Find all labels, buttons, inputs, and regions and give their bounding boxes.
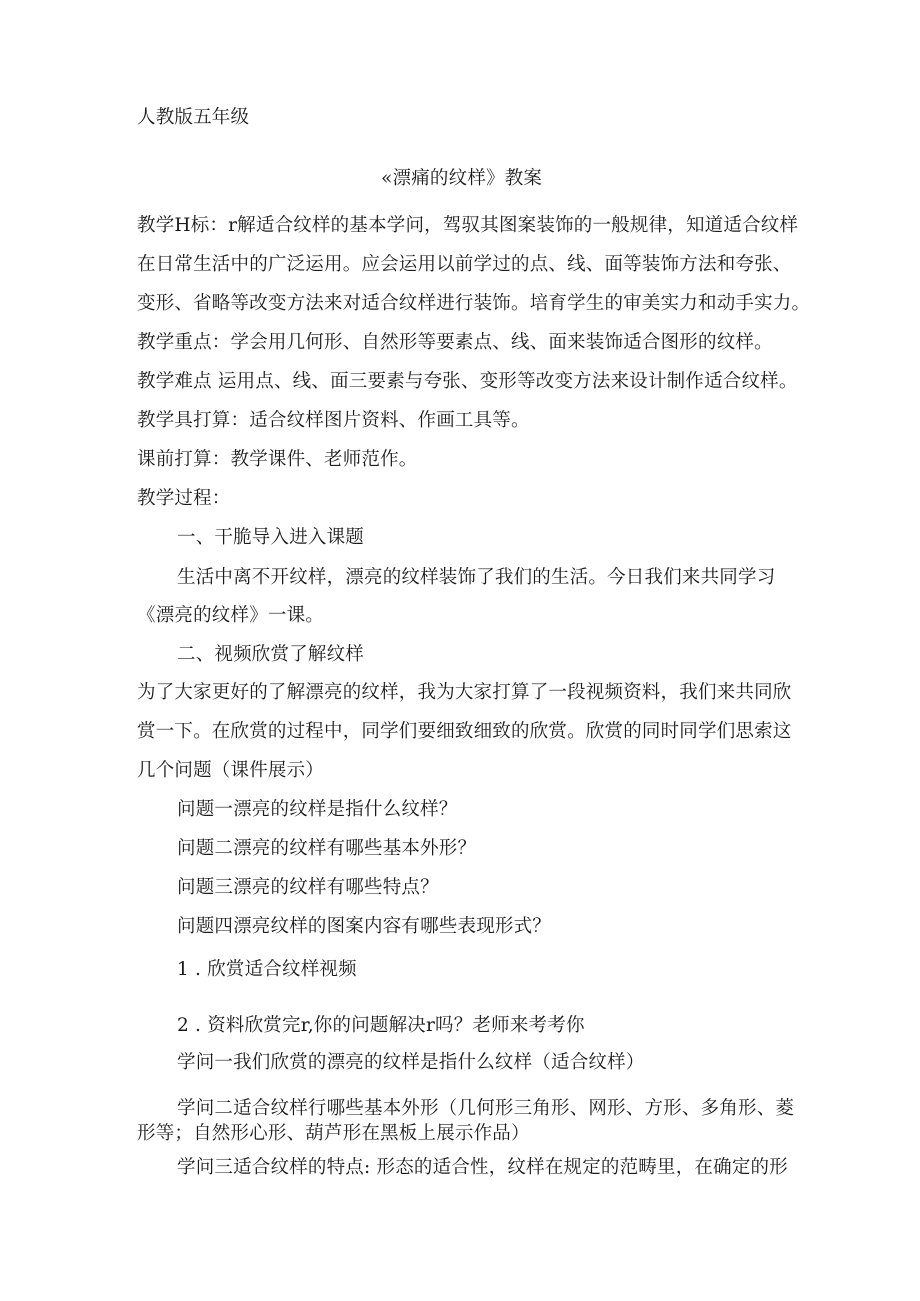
teaching-process-heading: 教学过程： — [137, 488, 231, 509]
section-1-line-1: 生活中离不开纹样，漂亮的纹样装饰了我们的生活。今日我们来共同学习 — [177, 567, 776, 588]
grade-header: 人教版五年级 — [137, 107, 250, 128]
question-2: 问题二漂亮的纹样有哪些基本外形？ — [177, 838, 477, 859]
question-3: 问题三漂亮的纹样有哪些特点？ — [177, 877, 439, 898]
knowledge-3-line-1: 学问三适合纹样的特点: 形态的适合性，纹样在规定的范畴里，在确定的形 — [177, 1157, 788, 1178]
knowledge-2-line-2: 形等；自然形心形、葫芦形在黑板上展示作品） — [137, 1123, 530, 1144]
document-title: «漂痛的纹样》教案 — [381, 168, 543, 189]
teaching-key-point: 教学重点：学会用几何形、自然形等要素点、线、面来装饰适合图形的纹样。 — [137, 332, 773, 353]
preclass-preparation: 课前打算：教学课件、老师范作。 — [137, 449, 418, 470]
question-1: 问题一漂亮的纹样是指什么纹样？ — [177, 799, 458, 820]
knowledge-2-line-1: 学问二适合纹样行哪些基本外形（几何形三角形、网形、方形、多角形、菱 — [177, 1098, 795, 1119]
section-2-line-1: 为了大家更好的了解漂亮的纹样，我为大家打算了一段视频资料，我们来共同欣 — [137, 682, 792, 703]
section-1-line-2: 《漂亮的纹样》一课。 — [137, 605, 325, 626]
teaching-difficulty: 教学难点 运用点、线、面三要素与夸张、变形等改变方法来设计制作适合纹样。 — [137, 371, 798, 392]
section-2-line-3: 几个问题（课件展示） — [137, 760, 325, 781]
step-1: 1 . 欣赏适合纹样视频 — [177, 959, 357, 980]
question-4: 问题四漂亮纹样的图案内容有哪些表现形式？ — [177, 916, 552, 937]
step-2: 2 . 资料欣赏完r,你的问题解决r吗？老师来考考你 — [177, 1015, 585, 1036]
teaching-goal-line-2: 在日常生活中的广泛运用。应会运用以前学过的点、线、面等装饰方法和夸张、 — [137, 254, 792, 275]
teaching-goal-line-1: 教学H标：r解适合纹样的基本学问，驾驭其图案装饰的一般规律，知道适合纹样 — [137, 215, 799, 236]
teaching-tools: 教学具打算：适合纹样图片资料、作画工具等。 — [137, 410, 530, 431]
section-2-title: 二、视频欣赏了解纹样 — [177, 644, 365, 665]
teaching-goal-line-3: 变形、省略等改变方法来对适合纹样进行装饰。培育学生的审美实力和动手实力。 — [137, 293, 811, 314]
section-2-line-2: 赏一下。在欣赏的过程中，同学们要细致细致的欣赏。欣赏的同时同学们思索这 — [137, 721, 792, 742]
section-1-title: 一、干脆导入进入课题 — [177, 527, 365, 548]
knowledge-1: 学问一我们欣赏的漂亮的纹样是指什么纹样（适合纹样） — [177, 1052, 645, 1073]
